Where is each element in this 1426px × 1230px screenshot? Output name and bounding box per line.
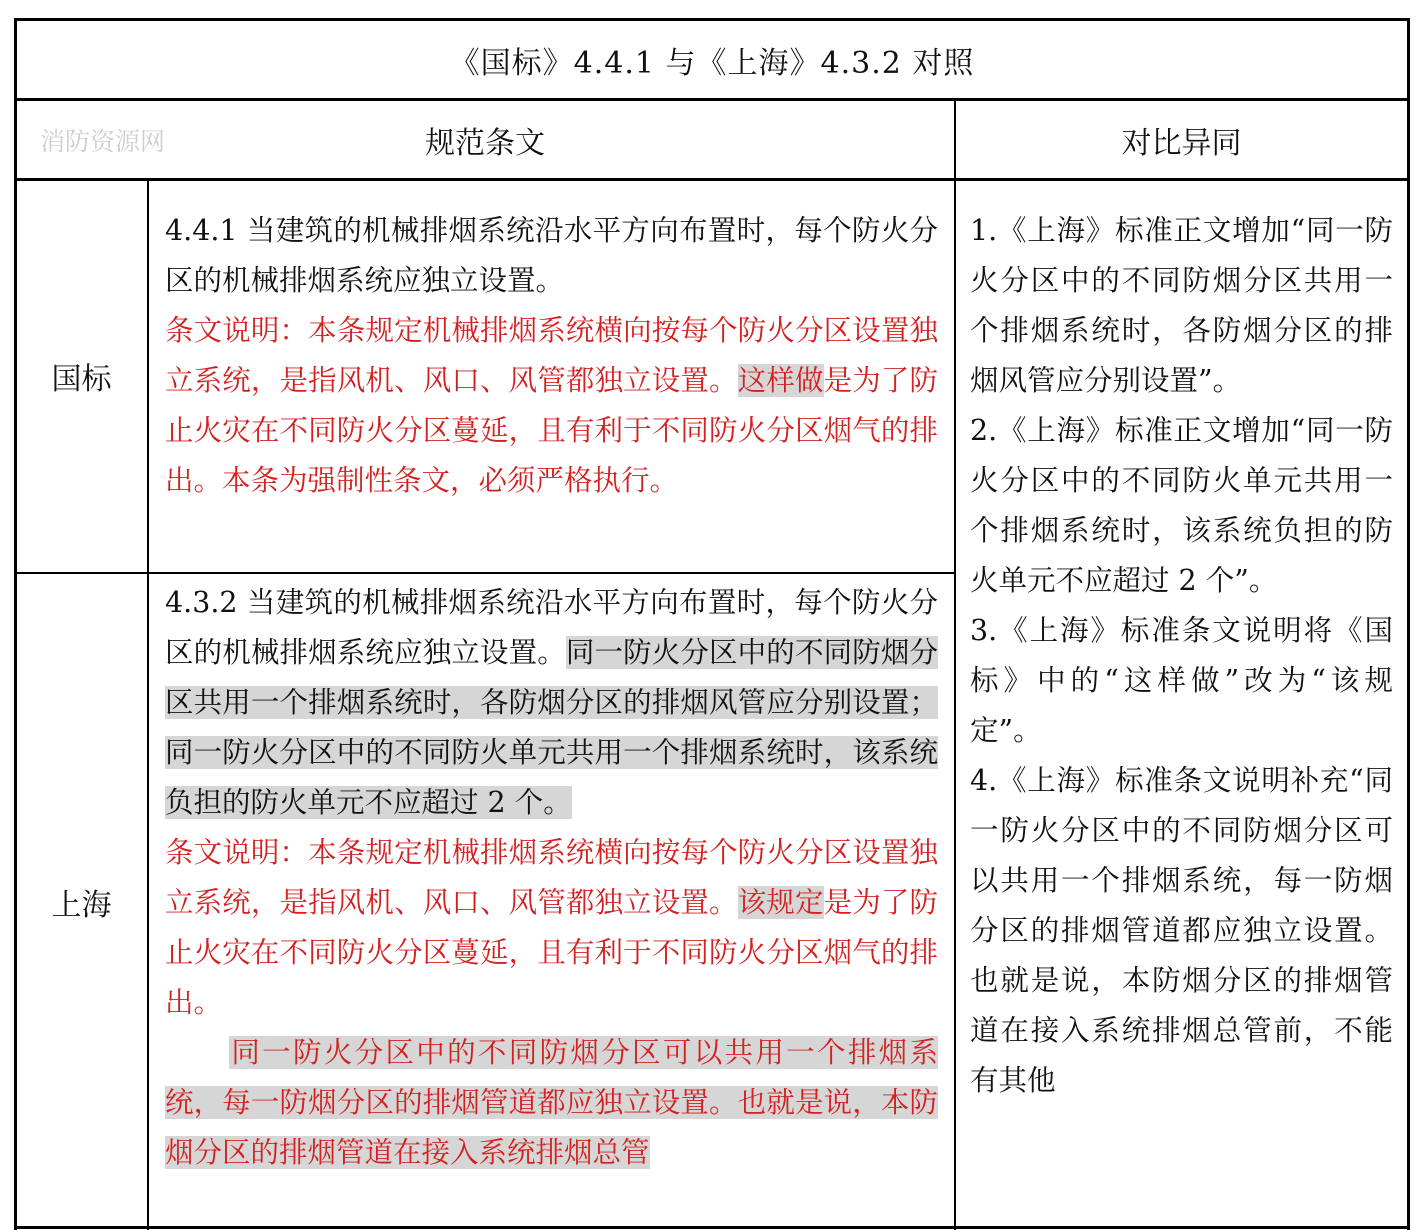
- guobiao-explain-a: 条文说明：本条规定机械排烟系统横向按每个防火分区设置独立系统，是指风机、风口、风管都独立设置。: [165, 314, 938, 397]
- header-clause-text: 规范条文: [425, 126, 545, 161]
- table-border-bottom: [14, 1226, 1410, 1229]
- guobiao-explanation: [165, 306, 938, 506]
- shanghai-clause-cell: [149, 578, 954, 1178]
- shanghai-clause-a: 4.3.2 当建筑的机械排烟系统沿水平方向布置时，每个防火分区的机械排烟系统应独立设置。: [165, 586, 938, 669]
- shanghai-explanation: [165, 828, 938, 1028]
- shanghai-clause: [165, 578, 938, 828]
- shanghai-clause-highlight: 同一防火分区中的不同防烟分区共用一个排烟系统时，各防烟分区的排烟风管应分别设置；同一防火分区中的不同防火单元共用一个排烟系统时，该系统负担的防火单元不应超过 2 个。: [165, 636, 938, 819]
- shanghai-explain-a: 条文说明：本条规定机械排烟系统横向按每个防火分区设置独立系统，是指风机、风口、风管都独立设置。: [165, 836, 938, 919]
- header-comparison: 对比异同: [1121, 126, 1242, 161]
- table-title: 《国标》4.4.1 与《上海》4.3.2 对照: [449, 46, 975, 81]
- comparison-item: 4.《上海》标准条文说明补充“同一防火分区中的不同防烟分区可以共用一个排烟系统，每一防烟分区的排烟管道都应独立设置。也就是说，本防烟分区的排烟管道在接入系统排烟总管前，不能有其他: [970, 764, 1393, 1097]
- guobiao-explain-highlight: 这样做: [737, 364, 824, 397]
- comparison-item: 2.《上海》标准正文增加“同一防火分区中的不同防火单元共用一个排烟系统时，该系统负担的防火单元不应超过 2 个”。: [970, 414, 1393, 597]
- guobiao-clause-cell: [149, 206, 954, 506]
- row-label-shanghai: 上海: [51, 888, 112, 923]
- watermark: 消防资源网: [40, 127, 166, 156]
- comparison-cell: [956, 206, 1407, 1226]
- comparison-item: 1.《上海》标准正文增加“同一防火分区中的不同防烟分区共用一个排烟系统时，各防烟分区的排烟风管应分别设置”。: [970, 214, 1393, 397]
- row-label-guobiao: 国标: [51, 362, 112, 397]
- shanghai-explain-extra: 同一防火分区中的不同防烟分区可以共用一个排烟系统，每一防烟分区的排烟管道都应独立设置。也就是说，本防烟分区的排烟管道在接入系统排烟总管: [165, 1036, 938, 1169]
- shanghai-explanation-extra: [165, 1028, 938, 1178]
- guobiao-clause: 4.4.1 当建筑的机械排烟系统沿水平方向布置时，每个防火分区的机械排烟系统应独立设置。: [165, 214, 938, 297]
- guobiao-explain-b: 是为了防止火灾在不同防火分区蔓延，且有利于不同防火分区烟气的排出。本条为强制性条文，必须严格执行。: [165, 364, 938, 497]
- comparison-item: 3.《上海》标准条文说明将《国标》中的“这样做”改为“该规定”。: [970, 614, 1393, 747]
- table-border-right: [1407, 18, 1410, 1230]
- shanghai-explain-highlight: 该规定: [737, 886, 824, 919]
- shanghai-explain-b: 是为了防止火灾在不同防火分区蔓延，且有利于不同防火分区烟气的排出。: [165, 886, 938, 1019]
- row-divider: [14, 572, 956, 574]
